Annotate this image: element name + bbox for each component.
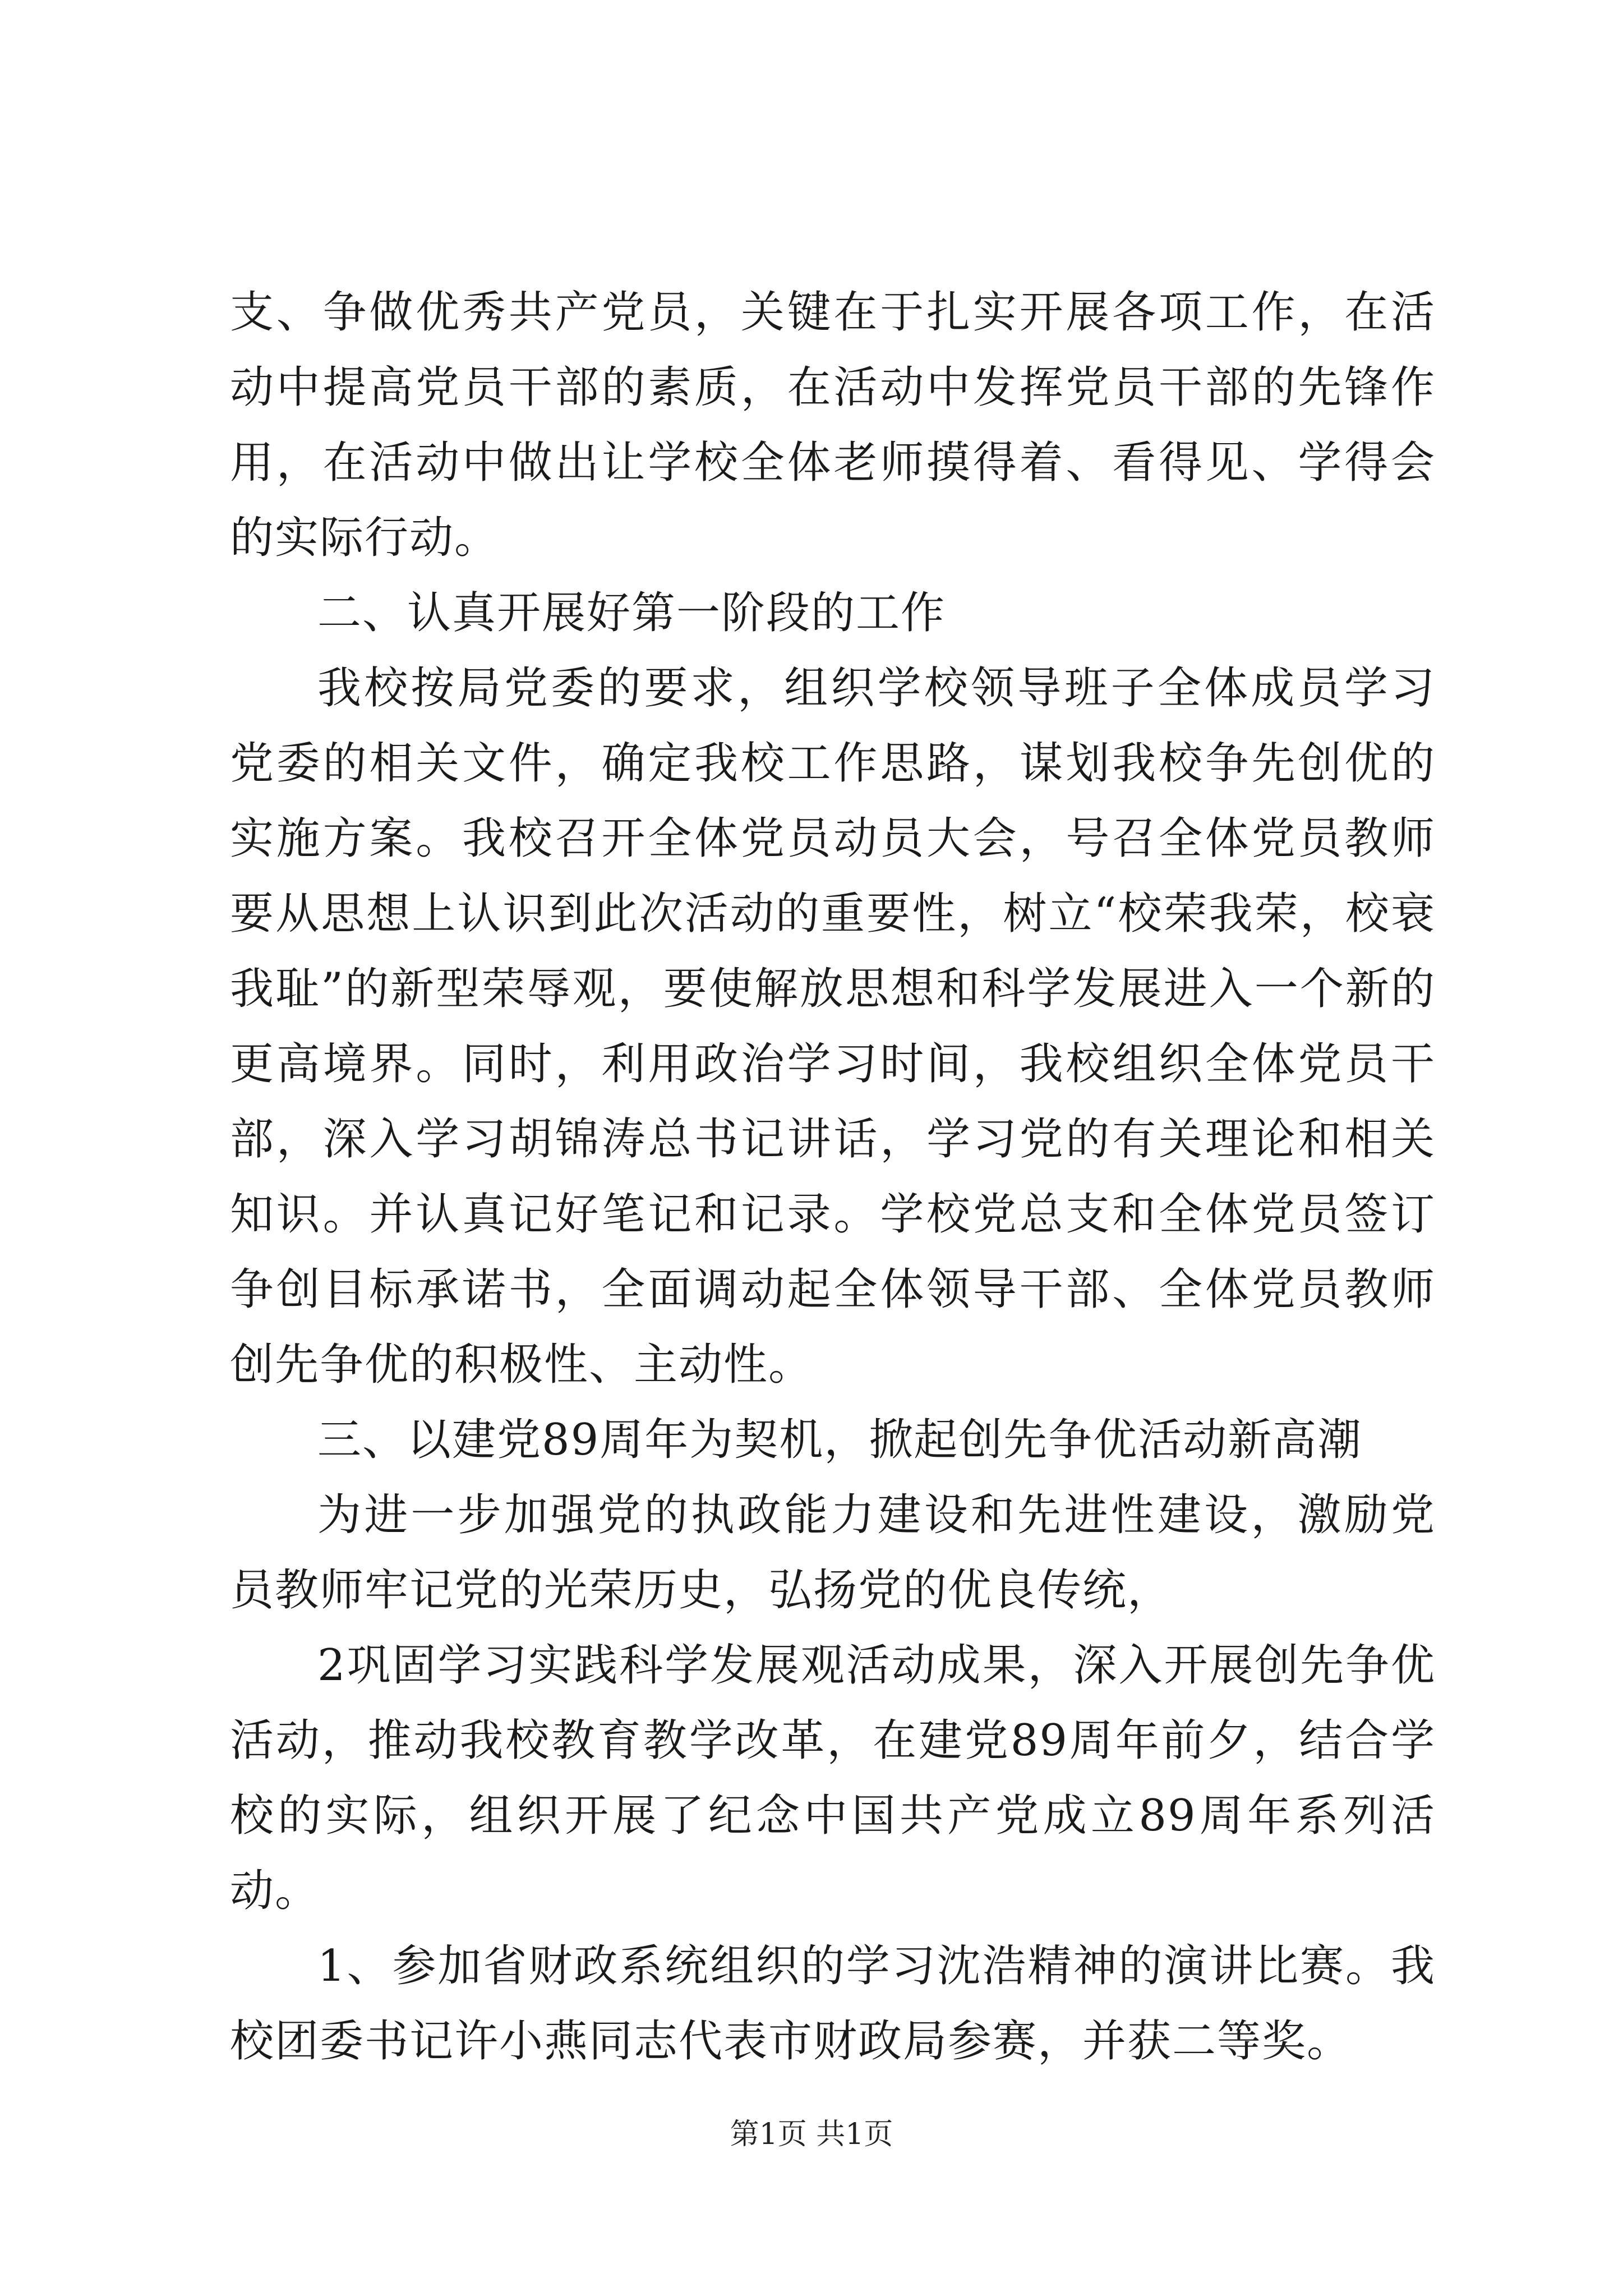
- paragraph-first-stage: 我校按局党委的要求，组织学校领导班子全体成员学习党委的相关文件，确定我校工作思路，谋划我校争先创优的实施方案。我校召开全体党员动员大会，号召全体党员教师要从思想上认识到此次活动的重要性，树立“校荣我荣，校衰我耻”的新型荣辱观，要使解放思想和科学发展进入一个新的更高境界。同时，利用政治学习时间，我校组织全体党员干部，深入学习胡锦涛总书记讲话，学习党的有关理论和相关知识。并认真记好笔记和记录。学校党总支和全体党员签订争创目标承诺书，全面调动起全体领导干部、全体党员教师创先争优的积极性、主动性。: [230, 663, 1436, 1390]
- document-body: [230, 275, 1436, 2079]
- paragraph-purpose: 为进一步加强党的执政能力建设和先进性建设，激励党员教师牢记党的光荣历史，弘扬党的优良传统，: [230, 1490, 1436, 1616]
- section-heading-2: 二、认真开展好第一阶段的工作: [317, 588, 946, 638]
- page-footer: 第1页 共1页: [730, 2118, 893, 2151]
- paragraph-activities: 2巩固学习实践科学发展观活动成果，深入开展创先争优活动，推动我校教育教学改革，在建党89周年前夕，结合学校的实际，组织开展了纪念中国共产党成立89周年系列活动。: [230, 1640, 1436, 1916]
- paragraph-continuation: 支、争做优秀共产党员，关键在于扎实开展各项工作，在活动中提高党员干部的素质，在活动中发挥党员干部的先锋作用，在活动中做出让学校全体老师摸得着、看得见、学得会的实际行动。: [230, 287, 1436, 563]
- paragraph-item-1: 1、参加省财政系统组织的学习沈浩精神的演讲比赛。我校团委书记许小燕同志代表市财政局参赛，并获二等奖。: [230, 1941, 1436, 2067]
- section-heading-3: 三、以建党89周年为契机，掀起创先争优活动新高潮: [317, 1415, 1363, 1465]
